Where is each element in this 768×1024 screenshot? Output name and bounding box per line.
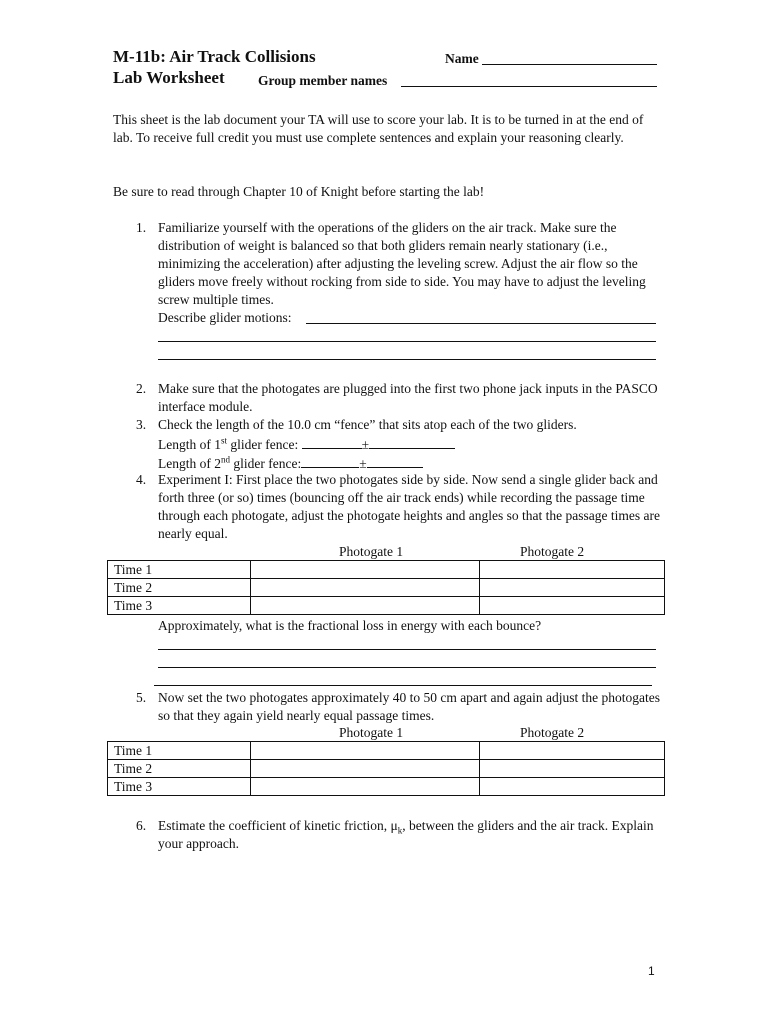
step-number: 3. xyxy=(136,417,147,432)
mu-symbol: μ xyxy=(390,818,398,833)
fence-length-2-row xyxy=(158,453,423,473)
intro-paragraph: This sheet is the lab document your TA will use to score your lab. It is to be turned in at the end of lab. To receive full credit you must use complete sentences and explain your reasoning clearly. xyxy=(113,112,644,145)
time-cell[interactable] xyxy=(251,760,480,778)
table-row xyxy=(108,760,665,778)
step-number: 2. xyxy=(136,381,147,396)
step-2-text: Make sure that the photogates are plugged into the first two phone jack inputs in the PASCO interface module. xyxy=(158,381,658,414)
time-cell[interactable] xyxy=(480,742,665,760)
step-6-text-end: , between the gliders and the air track. Explain your approach. xyxy=(158,818,654,851)
energy-loss-question: Approximately, what is the fractional loss in energy with each bounce? xyxy=(158,618,542,633)
table-row xyxy=(108,742,665,760)
fence-length-2-uncertainty-field[interactable] xyxy=(367,453,423,468)
name-label: Name xyxy=(445,51,479,66)
time-cell[interactable] xyxy=(480,778,665,796)
step-number: 5. xyxy=(136,690,147,705)
time-cell[interactable] xyxy=(251,742,480,760)
group-member-field-line[interactable] xyxy=(401,86,657,87)
table-row xyxy=(108,579,665,597)
time-cell[interactable] xyxy=(480,597,665,615)
time-cell[interactable] xyxy=(251,597,480,615)
group-member-label: Group member names xyxy=(258,73,388,88)
time-cell[interactable] xyxy=(480,760,665,778)
step-6-text-start: Estimate the coefficient of kinetic friction, xyxy=(158,818,391,833)
answer-line[interactable] xyxy=(158,667,656,668)
answer-line[interactable] xyxy=(154,685,652,686)
time-cell[interactable] xyxy=(480,579,665,597)
answer-line[interactable] xyxy=(158,649,656,650)
fence-length-1-uncertainty-field[interactable] xyxy=(369,434,455,449)
step-number: 1. xyxy=(136,220,147,235)
fence-length-1-label-end: glider fence: xyxy=(227,437,302,452)
time-cell[interactable] xyxy=(251,561,480,579)
reading-note: Be sure to read through Chapter 10 of Knight before starting the lab! xyxy=(113,184,485,199)
table1-photogate-times xyxy=(107,560,665,615)
fence-length-2-label: Length of 2 xyxy=(158,456,221,471)
fence-length-2-label-end: glider fence: xyxy=(230,456,302,471)
plus-minus-sign: ± xyxy=(359,456,367,471)
row-label: Time 1 xyxy=(108,561,251,579)
row-label: Time 3 xyxy=(108,597,251,615)
step-number: 6. xyxy=(136,818,147,833)
page-number: 1 xyxy=(648,964,655,978)
row-label: Time 2 xyxy=(108,760,251,778)
ordinal-suffix: st xyxy=(221,435,228,446)
ordinal-suffix: nd xyxy=(221,454,230,465)
plus-minus-sign: ± xyxy=(361,437,370,452)
fence-length-1-label: Length of 1 xyxy=(158,437,221,452)
worksheet-subtitle: Lab Worksheet xyxy=(113,68,225,87)
answer-line[interactable] xyxy=(158,341,656,342)
row-label: Time 2 xyxy=(108,579,251,597)
mu-subscript: k xyxy=(397,825,403,836)
row-label: Time 1 xyxy=(108,742,251,760)
table2-header-photogate-2: Photogate 2 xyxy=(520,725,585,740)
step-6-text xyxy=(158,817,663,853)
table-row xyxy=(108,597,665,615)
time-cell[interactable] xyxy=(251,778,480,796)
answer-line[interactable] xyxy=(306,323,656,324)
worksheet-title: M-11b: Air Track Collisions xyxy=(113,47,316,66)
time-cell[interactable] xyxy=(251,579,480,597)
step-4-text: Experiment I: First place the two photogates side by side. Now send a single glider back and forth three (or so) times (bouncing off the air track ends) while recording the passage time through each photogate, adjust the photogate heights and angles so that the passage times are nearly equal. xyxy=(158,472,660,541)
row-label: Time 3 xyxy=(108,778,251,796)
table1-header-photogate-1: Photogate 1 xyxy=(339,544,404,559)
time-cell[interactable] xyxy=(480,561,665,579)
step-5-text: Now set the two photogates approximately 40 to 50 cm apart and again adjust the photogates so that they again yield nearly equal passage times. xyxy=(158,690,661,723)
fence-length-2-value-field[interactable] xyxy=(301,453,359,468)
answer-line[interactable] xyxy=(158,359,656,360)
table-row xyxy=(108,778,665,796)
table-row xyxy=(108,561,665,579)
name-field-line[interactable] xyxy=(482,64,657,65)
table2-header-photogate-1: Photogate 1 xyxy=(339,725,404,740)
table2-photogate-times xyxy=(107,741,665,796)
fence-length-1-value-field[interactable] xyxy=(302,434,362,449)
step-number: 4. xyxy=(136,472,147,487)
fence-length-1-row xyxy=(158,434,455,454)
describe-glider-prompt: Describe glider motions: xyxy=(158,310,292,325)
step-1-text: Familiarize yourself with the operations of the gliders on the air track. Make sure the distribution of weight is balanced so that both gliders remain nearly stationary (i.e., minimizing the acceleration) after adjusting the leveling screw. Adjust the air flow so the gliders move freely without rocking from side to side. You may have to adjust the leveling screw multiple times. xyxy=(158,220,646,307)
step-3-text: Check the length of the 10.0 cm “fence” that sits atop each of the two gliders. xyxy=(158,417,577,432)
table1-header-photogate-2: Photogate 2 xyxy=(520,544,585,559)
